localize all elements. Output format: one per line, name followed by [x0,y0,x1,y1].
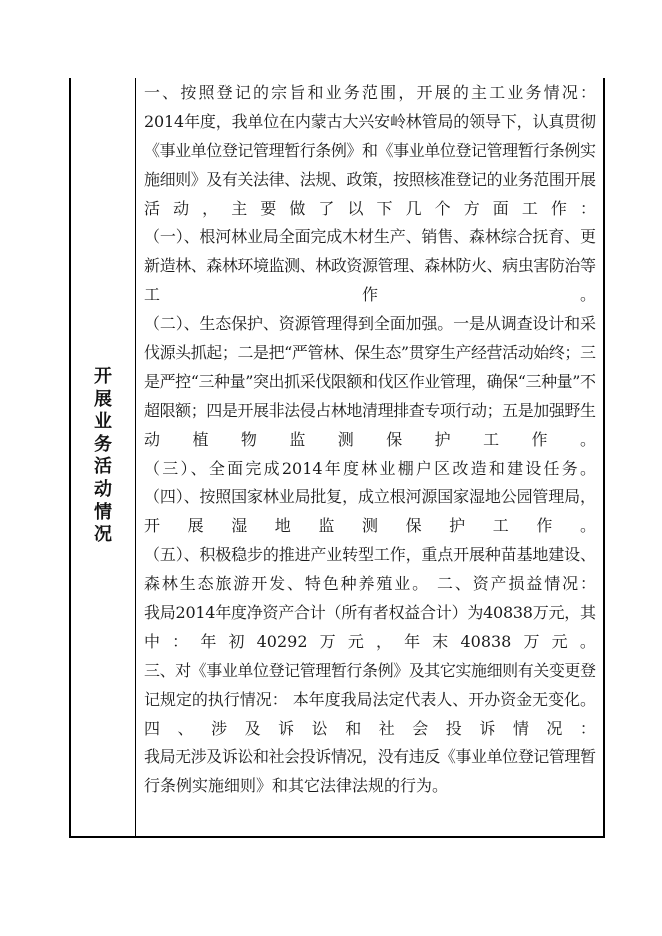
text-token: 作 [536,516,553,536]
text-token: 况 [546,718,563,738]
text-line-spread [144,426,596,455]
section-label-char: 开 [94,366,112,387]
text-token: 。 [579,631,596,651]
section-label-cell [71,78,136,836]
text-token: 测 [361,516,378,536]
text-token: 活 [144,198,161,218]
text-token: 工 [521,198,538,218]
text-token: 元 [551,631,568,651]
text-token: 动 [173,198,190,218]
text-token: 保 [386,429,403,449]
text-line: 行条例实施细则》和其它法律法规的行为。 [144,776,449,796]
section-label-char: 活 [94,456,112,478]
text-token: 作 [361,285,378,305]
report-table [69,78,605,838]
text-token: 和 [345,718,362,738]
text-line: 《事业单位登记管理暂行条例》和《事业单位登记管理暂行条例实 [144,140,596,160]
text-token: 年 [200,631,217,651]
text-token: ： [579,718,596,738]
text-line-spread [144,715,596,744]
section-label-char: 情 [94,501,112,523]
text-token: 工 [144,285,161,305]
text-token: 、 [177,718,194,738]
text-line: 我局无涉及诉讼和社会投诉情况，没有违反《事业单位登记管理暂 [144,747,596,767]
text-token: 及 [244,718,261,738]
text-line: 新造林、森林环境监测、林政资源管理、森林防火、病虫害防治等 [144,256,596,276]
text-token: 社 [378,718,395,738]
section-label-vertical [71,366,135,547]
text-line: （五）、积极稳步的推进产业转型工作，重点开展种苗基地建设、 [144,545,596,565]
text-token: 面 [492,198,509,218]
text-token: 40292 [256,631,308,651]
text-token: 湿 [231,516,248,536]
text-token: 护 [449,516,466,536]
text-token: 个 [434,198,451,218]
text-token: 保 [405,516,422,536]
text-token: 。 [579,516,596,536]
text-line: （四）、按照国家林业局批复，成立根河源国家湿地公园管理局， [144,487,596,507]
text-token: 会 [412,718,429,738]
text-line: 超限额；四是开展非法侵占林地清理排查专项行动；五是加强野生 [144,400,596,420]
text-token: 方 [463,198,480,218]
text-token: 物 [240,429,257,449]
text-line: 三、对《事业单位登记管理暂行条例》及其它实施细则有关变更登 [144,660,596,680]
text-token: ： [172,631,189,651]
section-label-char: 展 [94,388,112,410]
section-label-char: 动 [94,478,112,500]
text-token: 展 [187,516,204,536]
text-token: 开 [144,516,161,536]
text-token: 了 [318,198,335,218]
text-token: 万 [319,631,336,651]
text-line: （二）、生态保护、资源管理得到全面加强。一是从调查设计和采 [144,314,596,334]
text-token: 监 [289,429,306,449]
text-line: （三）、全面完成2014年度林业棚户区改造和建设任务。 [144,458,596,478]
text-line-spread [144,195,596,224]
text-token: 涉 [211,718,228,738]
text-token: 测 [337,429,354,449]
text-token: 工 [483,429,500,449]
text-token: 监 [318,516,335,536]
text-token: 诉 [278,718,295,738]
text-token: 年 [404,631,421,651]
text-token: 以 [347,198,364,218]
section-label-char: 况 [94,524,112,546]
text-token: 作 [531,429,548,449]
text-token: ， [202,198,219,218]
section-label-char: 务 [94,433,112,455]
text-line: 我局2014年度净资产合计（所有者权益合计）为40838万元，其 [144,603,596,623]
text-line-spread [144,281,596,310]
text-line: 一、按照登记的宗旨和业务范围，开展的主工业务情况： [144,83,596,102]
text-token: ： [579,198,596,218]
text-token: 元 [347,631,364,651]
text-token: 。 [579,429,596,449]
text-token: 40838 [460,631,512,651]
text-token: 投 [445,718,462,738]
text-line: 记规定的执行情况： 本年度我局法定代表人、开办资金无变化。 [144,689,596,709]
text-token: 初 [228,631,245,651]
text-token: 做 [289,198,306,218]
section-label-char: 业 [94,411,112,433]
text-token: ， [375,631,392,651]
text-token: 四 [144,718,161,738]
text-token: 工 [492,516,509,536]
text-token: 末 [432,631,449,651]
text-token: 护 [434,429,451,449]
text-token: 下 [376,198,393,218]
text-line: 2014年度，我单位在内蒙古大兴安岭林管局的领导下，认真贯彻 [144,111,596,131]
text-token: 诉 [479,718,496,738]
section-content-cell [137,78,603,836]
text-token: 讼 [311,718,328,738]
text-line-spread [144,512,596,541]
text-token: 中 [144,631,161,651]
text-token: 万 [523,631,540,651]
text-line: 是严控“三种量”突出抓采伐限额和伐区作业管理，确保“三种量”不 [144,371,596,391]
text-token: 主 [231,198,248,218]
text-line: 森林生态旅游开发、特色种养殖业。 二、资产损益情况： [144,574,596,594]
text-token: 几 [405,198,422,218]
text-token: 地 [274,516,291,536]
text-token: 动 [144,429,161,449]
text-token: 植 [192,429,209,449]
text-line: 施细则》及有关法律、法规、政策，按照核准登记的业务范围开展 [144,169,596,189]
text-token: 。 [579,285,596,305]
text-line-spread [144,628,596,657]
text-token: 要 [260,198,277,218]
text-line: 伐源头抓起；二是把“严管林、保生态”贯穿生产经营活动始终；三 [144,343,596,363]
text-token: 作 [550,198,567,218]
text-line: （一）、根河林业局全面完成木材生产、销售、森林综合抚育、更 [144,227,596,247]
text-token: 情 [512,718,529,738]
